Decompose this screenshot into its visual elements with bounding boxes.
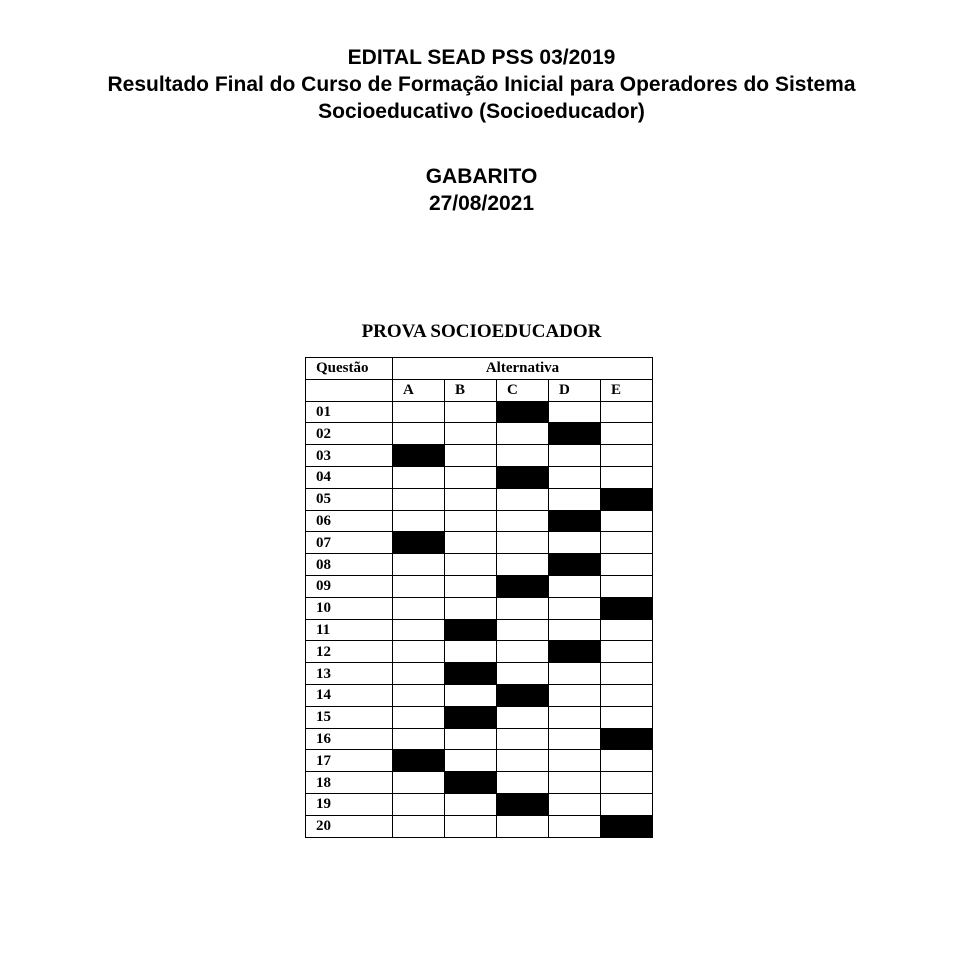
answer-mark-d (549, 554, 601, 576)
empty-option-a (393, 510, 445, 532)
answer-key-table (305, 357, 653, 838)
answer-key-table-head (306, 358, 653, 402)
question-number: 14 (306, 684, 393, 706)
empty-option-b (445, 488, 497, 510)
table-row (306, 445, 653, 467)
answer-mark-a (393, 532, 445, 554)
answer-mark-a (393, 750, 445, 772)
table-row (306, 684, 653, 706)
empty-option-e (601, 466, 653, 488)
empty-option-c (497, 728, 549, 750)
empty-option-e (601, 793, 653, 815)
empty-option-a (393, 401, 445, 423)
table-row (306, 423, 653, 445)
answer-mark-a (393, 445, 445, 467)
question-number: 17 (306, 750, 393, 772)
question-number: 19 (306, 793, 393, 815)
answer-mark-c (497, 401, 549, 423)
gabarito-date: 27/08/2021 (428, 192, 535, 215)
empty-option-c (497, 641, 549, 663)
table-row (306, 750, 653, 772)
table-row (306, 793, 653, 815)
table-row (306, 575, 653, 597)
empty-option-d (549, 619, 601, 641)
gabarito-title: GABARITO (425, 165, 538, 188)
question-number: 18 (306, 772, 393, 794)
answer-mark-c (497, 684, 549, 706)
table-row (306, 663, 653, 685)
options-header-spacer (306, 379, 393, 401)
empty-option-e (601, 554, 653, 576)
empty-option-c (497, 772, 549, 794)
empty-option-d (549, 532, 601, 554)
empty-option-a (393, 597, 445, 619)
empty-option-d (549, 750, 601, 772)
empty-option-e (601, 510, 653, 532)
answer-key-table-body (306, 401, 653, 837)
question-number: 07 (306, 532, 393, 554)
question-number: 02 (306, 423, 393, 445)
header-row (306, 358, 653, 380)
answer-mark-e (601, 728, 653, 750)
question-number: 20 (306, 815, 393, 837)
empty-option-c (497, 597, 549, 619)
empty-option-e (601, 423, 653, 445)
answer-mark-c (497, 466, 549, 488)
empty-option-b (445, 793, 497, 815)
question-number: 13 (306, 663, 393, 685)
empty-option-b (445, 401, 497, 423)
option-header-a: A (393, 379, 445, 401)
empty-option-c (497, 815, 549, 837)
empty-option-d (549, 445, 601, 467)
empty-option-e (601, 641, 653, 663)
empty-option-d (549, 488, 601, 510)
empty-option-e (601, 750, 653, 772)
empty-option-b (445, 597, 497, 619)
table-row (306, 641, 653, 663)
question-number: 09 (306, 575, 393, 597)
question-number: 11 (306, 619, 393, 641)
question-number: 12 (306, 641, 393, 663)
empty-option-d (549, 772, 601, 794)
question-number: 06 (306, 510, 393, 532)
empty-option-c (497, 619, 549, 641)
table-row (306, 728, 653, 750)
empty-option-b (445, 554, 497, 576)
empty-option-c (497, 423, 549, 445)
empty-option-e (601, 575, 653, 597)
answer-mark-c (497, 793, 549, 815)
empty-option-c (497, 532, 549, 554)
empty-option-b (445, 684, 497, 706)
empty-option-a (393, 793, 445, 815)
question-number: 03 (306, 445, 393, 467)
empty-option-b (445, 728, 497, 750)
table-row (306, 510, 653, 532)
empty-option-b (445, 575, 497, 597)
edital-title: EDITAL SEAD PSS 03/2019 (347, 46, 616, 69)
empty-option-c (497, 706, 549, 728)
answer-mark-b (445, 619, 497, 641)
empty-option-a (393, 772, 445, 794)
question-number: 08 (306, 554, 393, 576)
empty-option-d (549, 793, 601, 815)
empty-option-a (393, 619, 445, 641)
empty-option-c (497, 445, 549, 467)
empty-option-d (549, 815, 601, 837)
prova-title: PROVA SOCIOEDUCADOR (361, 321, 602, 342)
empty-option-a (393, 488, 445, 510)
empty-option-b (445, 532, 497, 554)
option-header-b: B (445, 379, 497, 401)
option-header-d: D (549, 379, 601, 401)
empty-option-d (549, 706, 601, 728)
answer-mark-d (549, 641, 601, 663)
question-number: 16 (306, 728, 393, 750)
empty-option-a (393, 663, 445, 685)
answer-mark-b (445, 663, 497, 685)
document-subheader (0, 163, 963, 217)
answer-mark-d (549, 510, 601, 532)
empty-option-a (393, 575, 445, 597)
empty-option-b (445, 641, 497, 663)
empty-option-c (497, 510, 549, 532)
alternative-column-header: Alternativa (393, 358, 653, 380)
table-row (306, 815, 653, 837)
answer-mark-b (445, 772, 497, 794)
table-row (306, 488, 653, 510)
table-row (306, 401, 653, 423)
table-row (306, 597, 653, 619)
empty-option-d (549, 401, 601, 423)
empty-option-c (497, 750, 549, 772)
document-header (0, 44, 963, 125)
empty-option-a (393, 423, 445, 445)
empty-option-a (393, 706, 445, 728)
empty-option-e (601, 445, 653, 467)
empty-option-a (393, 815, 445, 837)
empty-option-d (549, 466, 601, 488)
empty-option-a (393, 466, 445, 488)
empty-option-e (601, 619, 653, 641)
table-row (306, 706, 653, 728)
answer-mark-e (601, 488, 653, 510)
option-header-c: C (497, 379, 549, 401)
question-number: 01 (306, 401, 393, 423)
empty-option-a (393, 641, 445, 663)
empty-option-d (549, 575, 601, 597)
result-title-line-2: Socioeducativo (Socioeducador) (318, 100, 645, 123)
question-number: 15 (306, 706, 393, 728)
answer-mark-e (601, 597, 653, 619)
empty-option-d (549, 684, 601, 706)
empty-option-c (497, 663, 549, 685)
result-title-line-1: Resultado Final do Curso de Formação Inicial para Operadores do Sistema (107, 73, 856, 96)
empty-option-c (497, 488, 549, 510)
empty-option-b (445, 510, 497, 532)
question-number: 04 (306, 466, 393, 488)
empty-option-c (497, 554, 549, 576)
table-row (306, 532, 653, 554)
empty-option-b (445, 815, 497, 837)
empty-option-b (445, 750, 497, 772)
empty-option-b (445, 423, 497, 445)
table-row (306, 772, 653, 794)
table-row (306, 466, 653, 488)
empty-option-a (393, 684, 445, 706)
option-header-e: E (601, 379, 653, 401)
empty-option-e (601, 663, 653, 685)
empty-option-b (445, 445, 497, 467)
options-header-row (306, 379, 653, 401)
empty-option-b (445, 466, 497, 488)
empty-option-a (393, 728, 445, 750)
empty-option-e (601, 532, 653, 554)
answer-mark-e (601, 815, 653, 837)
answer-mark-c (497, 575, 549, 597)
answer-mark-b (445, 706, 497, 728)
empty-option-e (601, 684, 653, 706)
table-row (306, 619, 653, 641)
answer-mark-d (549, 423, 601, 445)
question-number: 10 (306, 597, 393, 619)
empty-option-a (393, 554, 445, 576)
empty-option-e (601, 772, 653, 794)
empty-option-d (549, 597, 601, 619)
empty-option-d (549, 728, 601, 750)
empty-option-d (549, 663, 601, 685)
table-row (306, 554, 653, 576)
empty-option-e (601, 401, 653, 423)
empty-option-e (601, 706, 653, 728)
question-column-header: Questão (306, 358, 393, 380)
question-number: 05 (306, 488, 393, 510)
